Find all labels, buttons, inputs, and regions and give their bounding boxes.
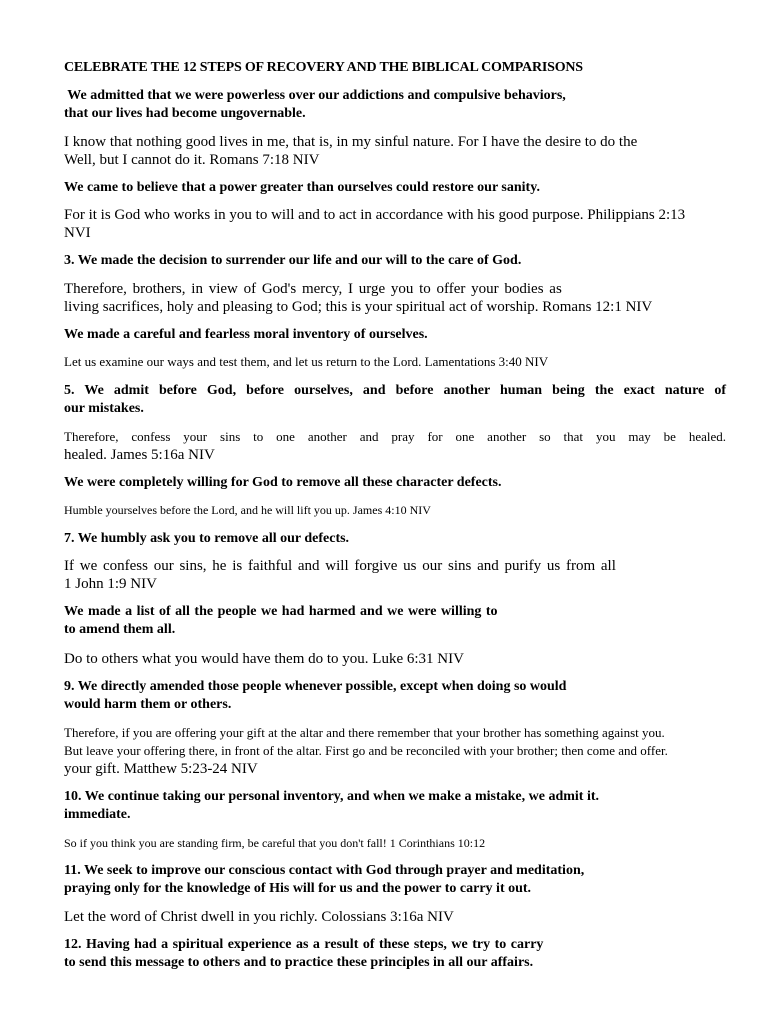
step-4-heading: We made a careful and fearless moral inventory of ourselves.	[64, 327, 428, 342]
step-10-heading-line-1: 10. We continue taking our personal inventory, and when we make a mistake, we admit it.	[64, 789, 600, 804]
step-10-heading-line-2: immediate.	[64, 807, 131, 822]
step-5-heading-line-1: 5. We admit before God, before ourselves, and before another human being the exact nature of	[64, 383, 726, 398]
step-5-verse-line-1: Therefore, confess your sins to one another and pray for one another so that you may be healed.	[64, 429, 726, 444]
step-11-verse: Let the word of Christ dwell in you richly. Colossians 3:16a NIV	[64, 909, 454, 925]
step-7-verse-line-1: If we confess our sins, he is faithful and will forgive us our sins and purify us from all	[64, 558, 616, 574]
step-9-verse-line-1: Therefore, if you are offering your gift at the altar and there remember that your brother has something against you.	[64, 725, 665, 740]
step-7-verse-line-2: 1 John 1:9 NIV	[64, 576, 157, 592]
step-3-heading: 3. We made the decision to surrender our life and our will to the care of God.	[64, 253, 522, 268]
step-12-heading-line-2: to send this message to others and to practice these principles in all our affairs.	[64, 955, 534, 970]
page-title: CELEBRATE THE 12 STEPS OF RECOVERY AND THE BIBLICAL COMPARISONS	[64, 60, 583, 75]
step-3-verse-line-2: living sacrifices, holy and pleasing to God; this is your spiritual act of worship. Romans 12:1 NIV	[64, 299, 653, 315]
step-2-verse-line-2: NVI	[64, 225, 91, 241]
step-8-heading-line-1: We made a list of all the people we had harmed and we were willing to	[64, 604, 498, 619]
step-6-verse: Humble yourselves before the Lord, and he will lift you up. James 4:10 NIV	[64, 503, 431, 517]
step-1-heading-line-1: We admitted that we were powerless over our addictions and compulsive behaviors,	[64, 88, 566, 103]
step-1-heading-line-2: that our lives had become ungovernable.	[64, 106, 306, 121]
step-11-heading-line-1: 11. We seek to improve our conscious contact with God through prayer and meditation,	[64, 863, 585, 878]
step-2-verse-line-1: For it is God who works in you to will and to act in accordance with his good purpose. Philippians 2:13	[64, 207, 686, 223]
step-5-heading-line-2: our mistakes.	[64, 401, 144, 416]
step-9-heading-line-1: 9. We directly amended those people whenever possible, except when doing so would	[64, 679, 567, 694]
step-11-heading-line-2: praying only for the knowledge of His will for us and the power to carry it out.	[64, 881, 532, 896]
step-1-verse-line-1: I know that nothing good lives in me, that is, in my sinful nature. For I have the desire to do the	[64, 134, 638, 150]
step-5-verse-line-2: healed. James 5:16a NIV	[64, 447, 215, 463]
step-10-verse: So if you think you are standing firm, be careful that you don't fall! 1 Corinthians 10:12	[64, 836, 486, 850]
step-8-verse: Do to others what you would have them do to you. Luke 6:31 NIV	[64, 651, 464, 667]
step-12-heading-line-1: 12. Having had a spiritual experience as a result of these steps, we try to carry	[64, 937, 544, 952]
step-9-verse-line-3: your gift. Matthew 5:23-24 NIV	[64, 761, 258, 777]
step-7-heading: 7. We humbly ask you to remove all our defects.	[64, 531, 350, 546]
step-3-verse-line-1: Therefore, brothers, in view of God's mercy, I urge you to offer your bodies as	[64, 281, 562, 297]
step-2-heading: We came to believe that a power greater than ourselves could restore our sanity.	[64, 180, 540, 195]
step-1-verse-line-2: Well, but I cannot do it. Romans 7:18 NIV	[64, 152, 320, 168]
step-4-verse: Let us examine our ways and test them, and let us return to the Lord. Lamentations 3:40 NIV	[64, 354, 549, 369]
step-8-heading-line-2: to amend them all.	[64, 622, 176, 637]
step-9-heading-line-2: would harm them or others.	[64, 697, 232, 712]
step-9-verse-line-2: But leave your offering there, in front of the altar. First go and be reconciled with your brother; then come and offer.	[64, 743, 668, 758]
step-6-heading: We were completely willing for God to remove all these character defects.	[64, 475, 502, 490]
